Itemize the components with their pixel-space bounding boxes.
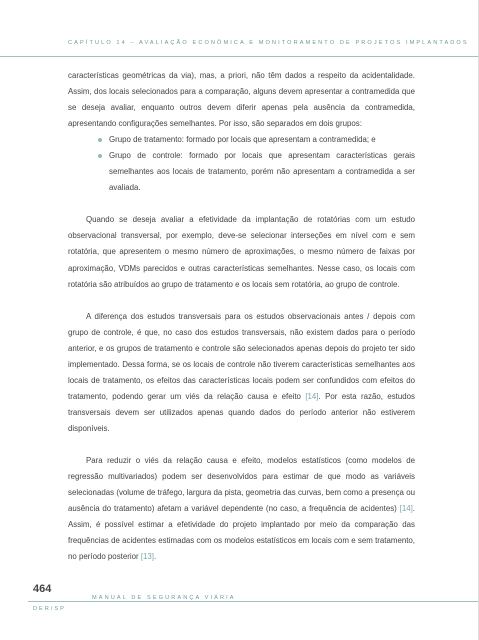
bullet-icon [98, 138, 102, 142]
reference-link-13[interactable]: [13] [140, 552, 154, 562]
book-title: MANUAL DE SEGURANÇA VIÁRIA [92, 595, 236, 601]
group-list [68, 132, 415, 196]
paragraph-1: características geométricas da via), mas, a priori, não têm dados a respeito da acidentalidade. Assim, dos locais selecionados para a comparação, alguns devem apresentar a contramedida que se deseja avaliar, enquanto outros devem diferir apenas pela ausência da contramedida, apresentando configurações semelhantes. Por isso, são separados em dois grupos: [68, 71, 415, 129]
list-item-text: Grupo de controle: formado por locais que apresentam características gerais semelhantes aos locais de tratamento, porém não apresentam a contramedida a ser avaliada. [109, 151, 415, 193]
paragraph-4-text: Para reduzir o viés da relação causa e efeito, modelos estatísticos (como modelos de regressão multivariados) podem ser desenvolvidos para estimar de que modo as variáveis selecionadas (volume de tráfego, largura da pista, geometria das curvas, bem como a presença ou ausência do tratamento) afetam a variável dependente (no caso, a frequência de acidentes) [68, 455, 415, 514]
header-divider [0, 56, 479, 57]
paragraph-2: Quando se deseja avaliar a efetividade da implantação de rotatórias com um estudo observacional transversal, por exemplo, deve-se selecionar interseções em nível com e sem rotatória, que apresentem o mesmo número de aproximações, o mesmo número de faixas por aproximação, VDMs parecidos e outras características semelhantes. Nesse caso, os locais com rotatória são atribuídos ao grupo de tratamento e os locais sem rotatória, ao grupo de controle. [68, 215, 415, 289]
reference-link-14[interactable]: [14] [305, 391, 319, 401]
bullet-icon [98, 154, 102, 158]
list-item-text: Grupo de tratamento: formado por locais que apresentam a contramedida; e [109, 135, 376, 145]
chapter-header: CAPÍTULO 14 – AVALIAÇÃO ECONÔMICA E MONITORAMENTO DE PROJETOS IMPLANTADOS [68, 40, 469, 46]
page-number: 464 [33, 583, 52, 595]
paragraph-3-text-end: . Por esta razão, estudos transversais devem ser utilizados apenas quando dados do período anterior não estiverem disponíveis. [68, 391, 415, 433]
paragraph-3-text: A diferença dos estudos transversais para os estudos observacionais antes / depois com grupo de controle, é que, no caso dos estudos transversais, não existem dados para o período anterior, e os grupos de tratamento e controle são selecionados apenas depois do projeto ter sido implementado. Dessa forma, se os locais de controle não tiverem características semelhantes aos locais de tratamento, os efeitos das características locais podem ser confundidos com efeitos do tratamento, podendo gerar um viés da relação causa e efeito [68, 311, 415, 401]
paragraph-4-text-middle: . Assim, é possível estimar a efetividade do projeto implantado por meio da comparação das frequências de acidentes estimadas com os modelos estatísticos em locais com e sem tratamento, no período posterior [68, 504, 415, 562]
main-content [68, 68, 415, 565]
paragraph-4 [68, 453, 415, 565]
list-item-treatment-group [98, 132, 415, 148]
publisher-name: DER/SP [33, 606, 66, 612]
paragraph-3 [68, 309, 415, 437]
reference-link-14[interactable]: [14] [399, 504, 413, 514]
list-item-control-group [98, 148, 415, 196]
footer-divider [28, 601, 479, 602]
paragraph-4-text-end: . [154, 552, 157, 562]
